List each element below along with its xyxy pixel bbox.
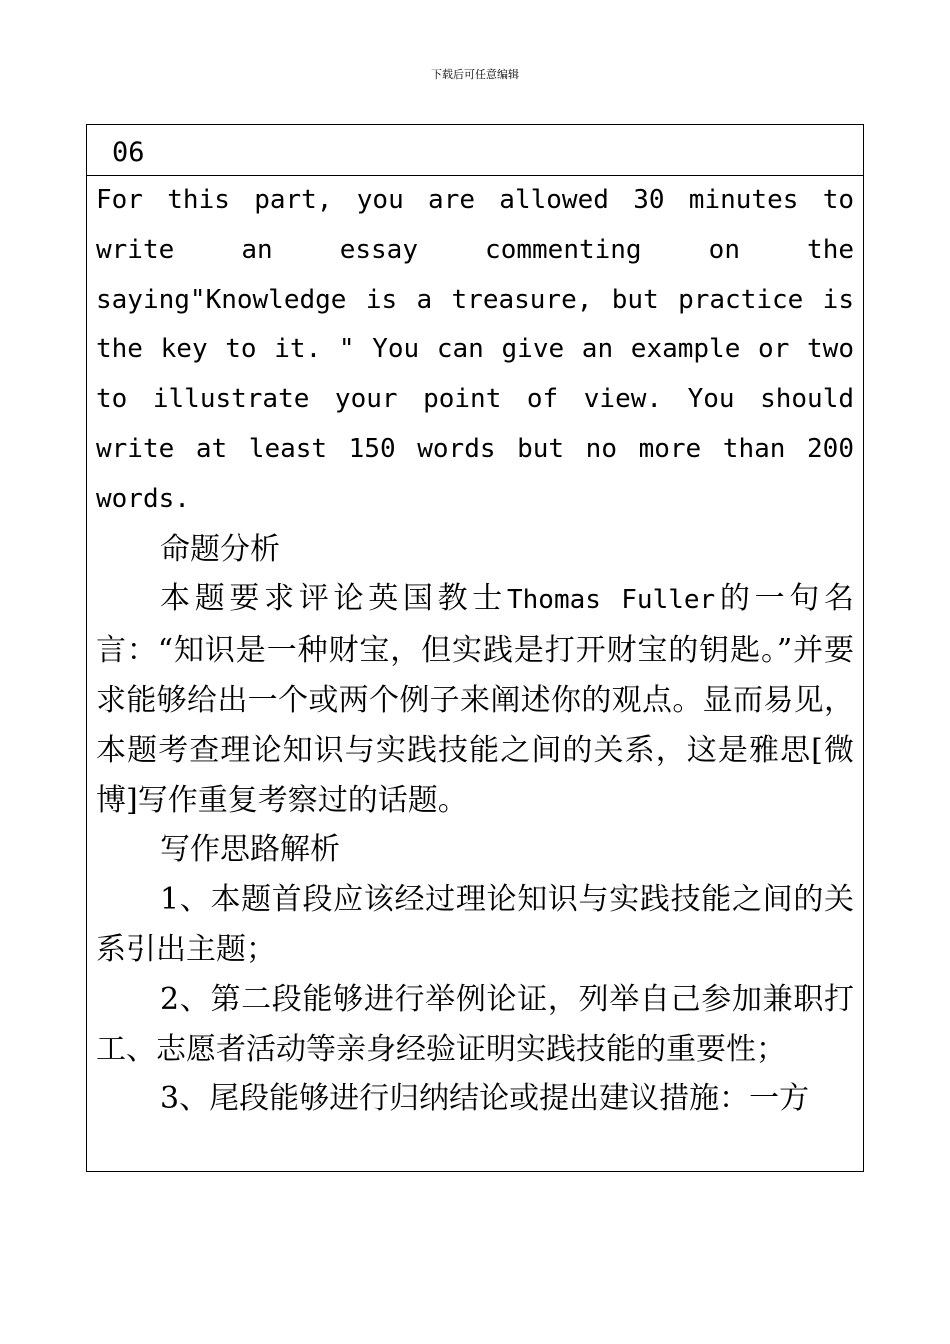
analysis-text-pre: 本题要求评论英国教士 — [160, 581, 507, 617]
approach-point-3: 3、尾段能够进行归纳结论或提出建议措施：一方 — [160, 1081, 810, 1117]
page-header: 下载后可任意编辑 — [431, 68, 519, 81]
item-number: 06 — [87, 125, 863, 176]
approach-point-1: 1、本题首段应该经过理论知识与实践技能之间的关系引出主题； — [96, 882, 854, 967]
author-name: Thomas Fuller — [507, 585, 716, 616]
analysis-text-post: 的一句名言：“知识是一种财宝，但实践是打开财宝的钥匙。”并要求能够给出一个或两个例子来阐述你的观点。显而易见，本题考查理论知识与实践技能之间的关系，这是雅思[微博]写作重复考察过的话题。 — [96, 581, 855, 818]
document-table — [86, 124, 864, 1172]
analysis-heading: 命题分析 — [160, 531, 280, 567]
approach-point-2: 2、第二段能够进行举例论证，列举自己参加兼职打工、志愿者活动等亲身经验证明实践技能的重要性； — [96, 981, 854, 1067]
essay-prompt: For this part, you are allowed 30 minutes to write an essay commenting on the saying"Knowledge is a treasure, but practice is the key to it. " You can give an example or two to illustrate your point of view. You should write at least 150 words but no more than 200 words. — [96, 185, 854, 514]
analysis-paragraph — [96, 574, 854, 825]
approach-heading: 写作思路解析 — [160, 832, 340, 868]
content-cell — [87, 176, 863, 1124]
